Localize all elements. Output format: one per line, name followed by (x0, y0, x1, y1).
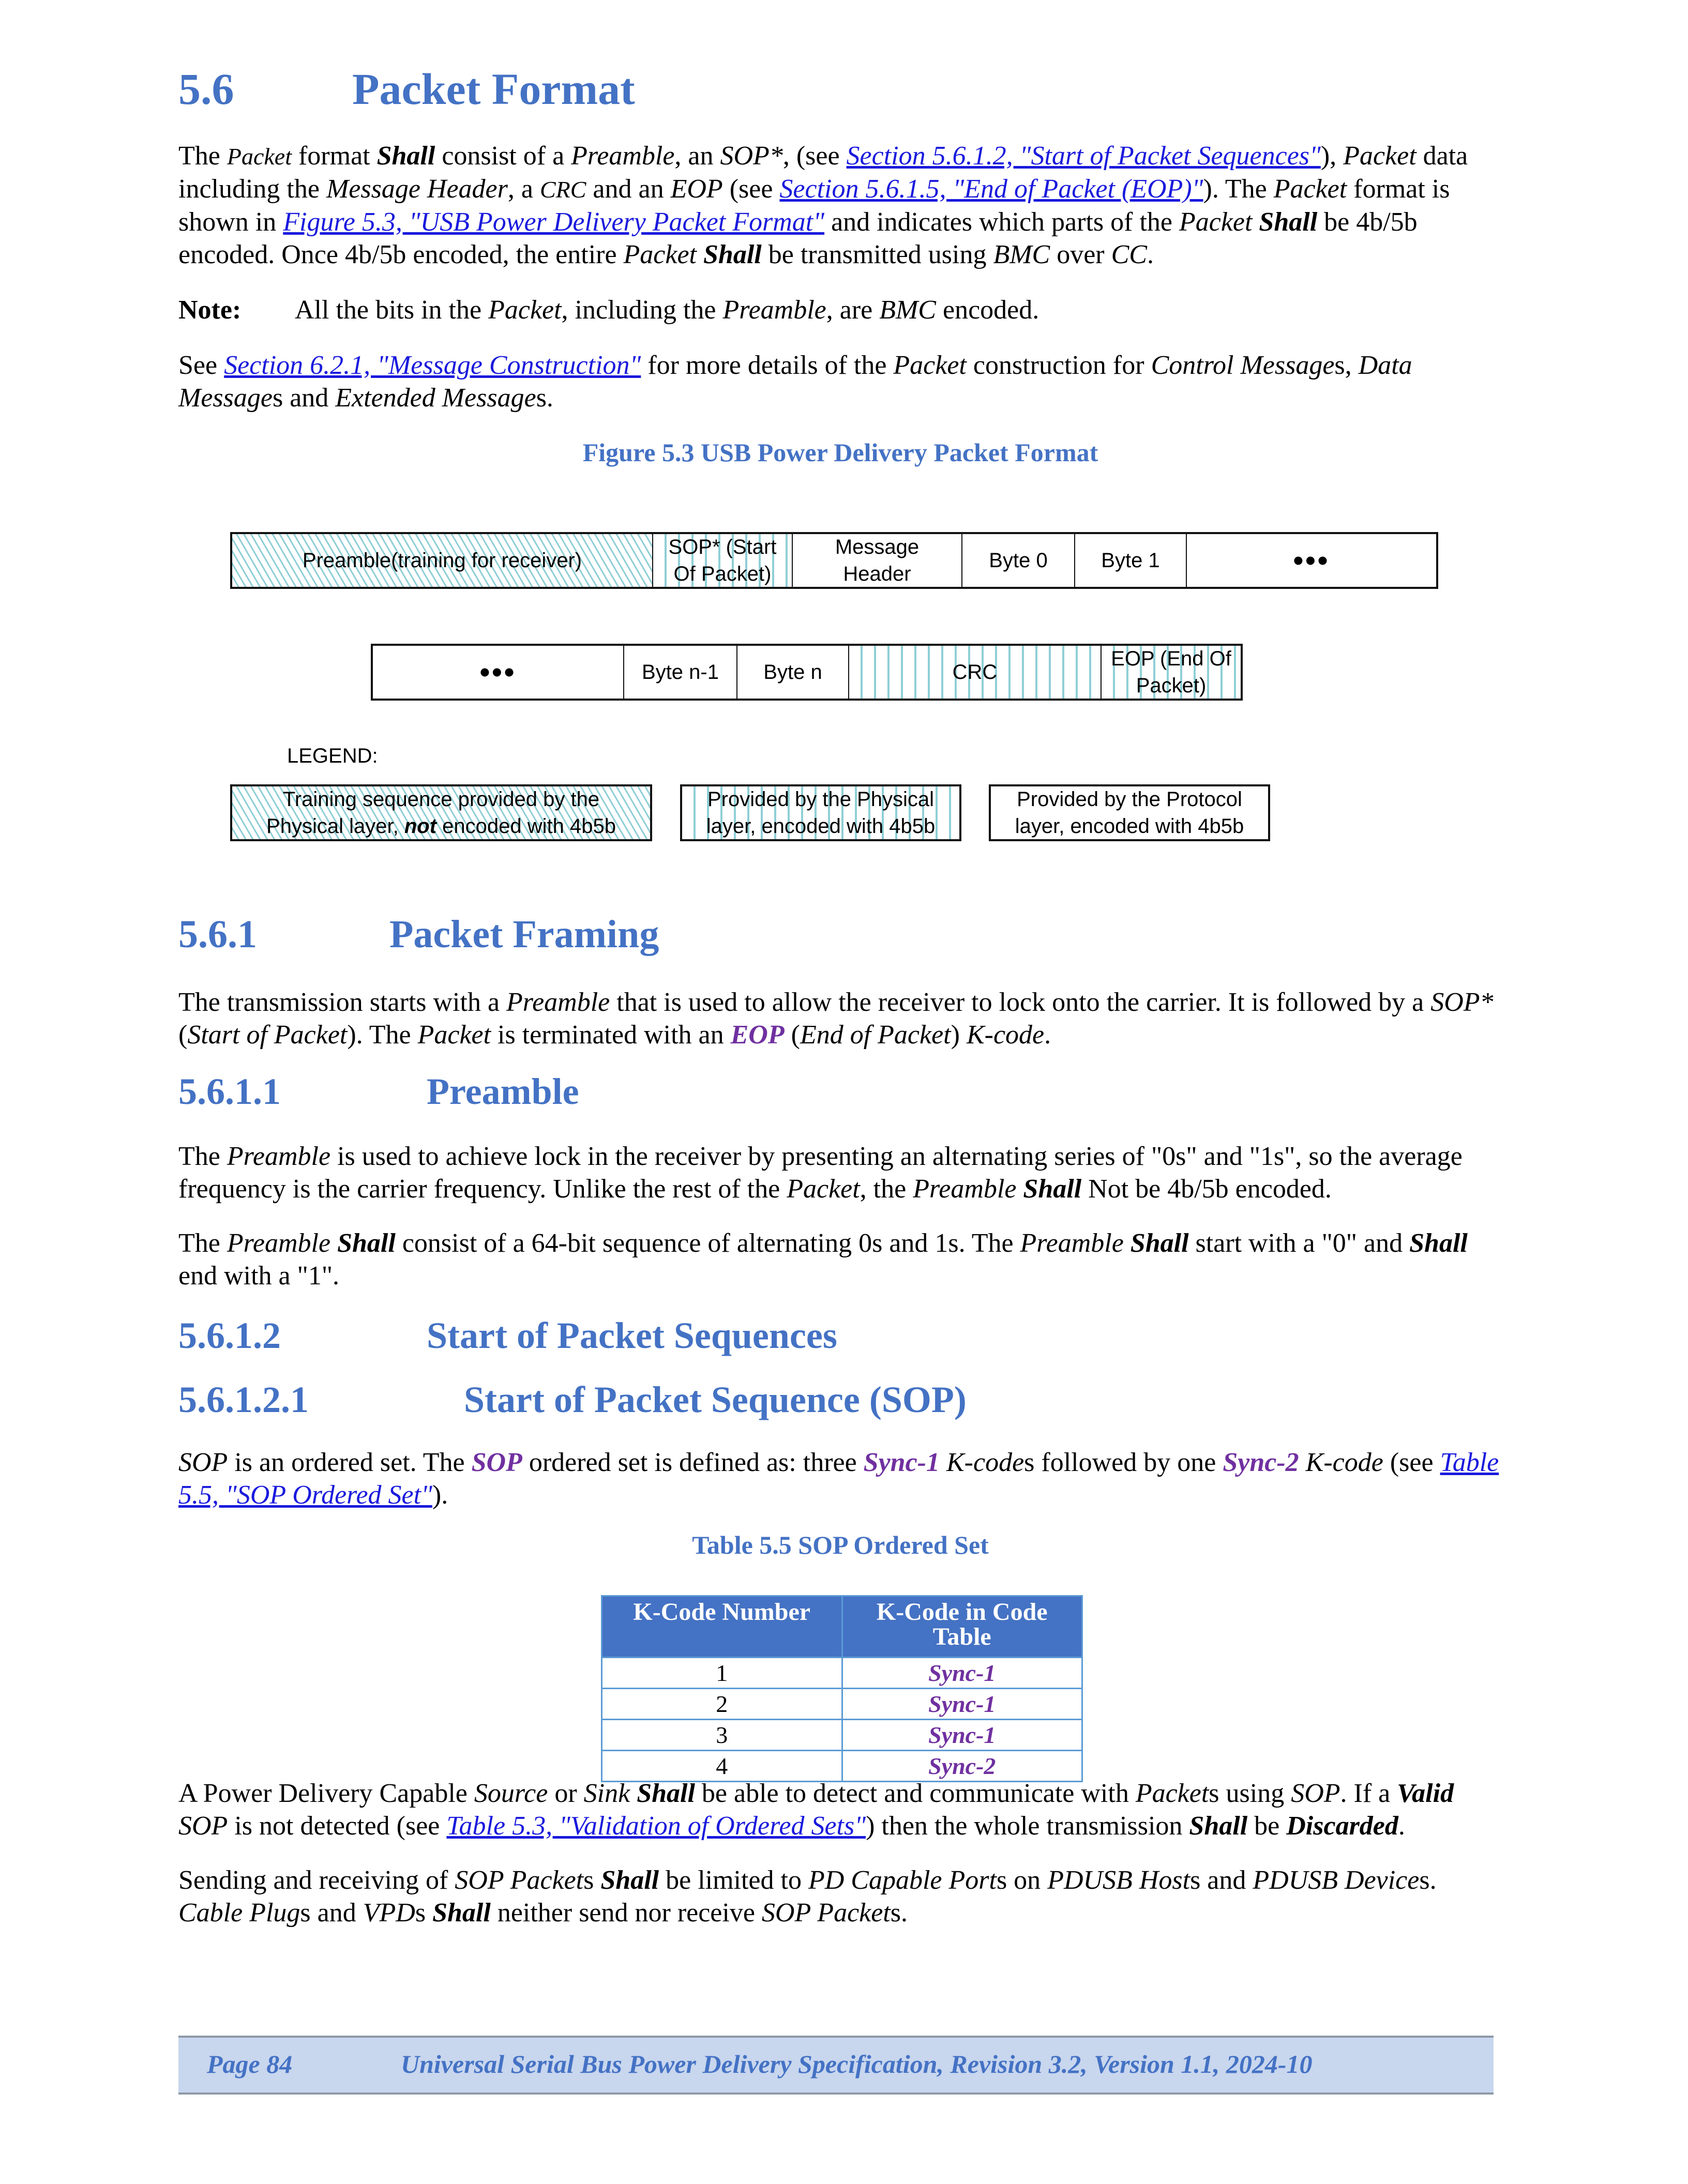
section-heading-5-6-1-1 (178, 1069, 579, 1114)
paragraph-preamble-bits: The Preamble Shall consist of a 64-bit sequence of alternating 0s and 1s. The Preamble Shall start with a "0" and Shall end with a "1". (178, 1228, 1468, 1291)
ellipsis-icon: ••• (1293, 544, 1330, 577)
cell-sop: SOP* (Start Of Packet) (652, 532, 794, 589)
table-caption: Table 5.5 SOP Ordered Set (692, 1530, 989, 1559)
cell-ellipsis-1 (1186, 532, 1438, 589)
note-label: Note: (178, 295, 242, 325)
link-section-5-6-1-2[interactable]: Section 5.6.1.2, "Start of Packet Sequences" (846, 141, 1321, 171)
cell-byte-n-1: Byte n-1 (623, 644, 739, 701)
section-number: 5.6.1.2.1 (178, 1379, 309, 1420)
figure-caption: Figure 5.3 USB Power Delivery Packet Format (582, 438, 1098, 467)
section-number: 5.6.1.1 (178, 1071, 281, 1112)
cell-byte-0: Byte 0 (961, 532, 1076, 589)
section-heading-5-6-1 (178, 911, 659, 958)
paragraph-preamble-lock: The Preamble is used to achieve lock in the receiver by presenting an alternating series of "0s" and "1s", so the average frequency is the carrier frequency. Unlike the rest of the Packet, the Preamble Shall Not be 4b/5b encoded. (178, 1142, 1463, 1204)
paragraph-packet-format: The Packet format Shall consist of a Preamble, an SOP*, (see Section 5.6.1.2, "Start of Packet Sequences"), Packet data including the Message Header, a CRC and an EOP (see Section 5.6.1.5, "End of Packet (EOP)"). The Packet format is shown in Figure 5.3, "USB Power Delivery Packet Format" and indicates which parts of the Packet Shall be 4b/5b encoded. Once 4b/5b encoded, the entire Packet Shall be transmitted using BMC over CC. (178, 141, 1468, 269)
table-header-row (602, 1596, 1082, 1658)
section-number: 5.6.1 (178, 913, 257, 956)
page-number: Page 84 (207, 2050, 293, 2079)
paragraph-sop-packets-limits: Sending and receiving of SOP Packets Shall be limited to PD Capable Ports on PDUSB Hosts and PDUSB Devices. Cable Plugs and VPDs Shall neither send nor receive SOP Packets. (178, 1866, 1437, 1928)
section-title: Start of Packet Sequence (SOP) (464, 1379, 967, 1420)
cell-byte-n: Byte n (736, 644, 850, 701)
section-number: 5.6 (178, 64, 234, 114)
section-title: Packet Format (352, 64, 635, 114)
table-row: 1 Sync-1 (602, 1658, 1082, 1689)
cell-message-header: Message Header (792, 532, 963, 589)
table-row: 4 Sync-2 (602, 1751, 1082, 1782)
section-heading-5-6 (178, 63, 635, 115)
cell-preamble: Preamble(training for receiver) (230, 532, 654, 589)
link-table-5-5[interactable]: Table 5.5, "SOP Ordered Set" (178, 1448, 1499, 1510)
legend-protocol: Provided by the Protocol layer, encoded with 4b5b (989, 784, 1270, 841)
cell-byte-1: Byte 1 (1074, 532, 1188, 589)
section-title: Packet Framing (389, 913, 659, 956)
column-header: K-Code in Code Table (842, 1596, 1082, 1658)
page-footer (178, 2036, 1494, 2095)
cell-ellipsis-2 (371, 644, 625, 701)
paragraph-sop-detection: A Power Delivery Capable Source or Sink Shall be able to detect and communicate with Packets using SOP. If a Valid SOP is not detected (see Table 5.3, "Validation of Ordered Sets") then the whole transmission Shall be Discarded. (178, 1779, 1454, 1841)
paragraph-sop-definition: SOP is an ordered set. The SOP ordered set is defined as: three Sync-1 K-codes followed by one Sync-2 K-code (see Table 5.5, "SOP Ordered Set"). (178, 1448, 1499, 1510)
section-heading-5-6-1-2 (178, 1313, 837, 1358)
legend-title: LEGEND: (287, 745, 378, 767)
sop-ordered-set-table (601, 1595, 1083, 1782)
column-header: K-Code Number (602, 1596, 842, 1658)
link-section-6-2-1[interactable]: Section 6.2.1, "Message Construction" (224, 351, 641, 380)
paragraph-packet-framing: The transmission starts with a Preamble that is used to allow the receiver to lock onto the carrier. It is followed by a SOP* (Start of Packet). The Packet is terminated with an EOP (End of Packet) K-code. (178, 988, 1494, 1050)
cell-eop: EOP (End Of Packet) (1101, 644, 1243, 701)
section-number: 5.6.1.2 (178, 1315, 281, 1356)
link-table-5-3[interactable]: Table 5.3, "Validation of Ordered Sets" (446, 1811, 866, 1841)
section-title: Preamble (427, 1071, 579, 1112)
paragraph-see-message-construction: See Section 6.2.1, "Message Construction" for more details of the Packet construction for Control Messages, Data Messages and Extended Messages. (178, 351, 1412, 413)
link-figure-5-3[interactable]: Figure 5.3, "USB Power Delivery Packet Format" (283, 207, 825, 237)
note: Note: All the bits in the Packet, including the Preamble, are BMC encoded. (178, 294, 1502, 326)
legend-training: Training sequence provided by the Physical layer, not encoded with 4b5b (230, 784, 652, 841)
section-heading-5-6-1-2-1 (178, 1377, 967, 1422)
table-row: 3 Sync-1 (602, 1720, 1082, 1751)
ellipsis-icon: ••• (479, 656, 517, 688)
keyword-eop: EOP (730, 1020, 785, 1050)
link-section-5-6-1-5[interactable]: Section 5.6.1.5, "End of Packet (EOP)" (779, 174, 1203, 204)
document-title: Universal Serial Bus Power Delivery Specification, Revision 3.2, Version 1.1, 2024-10 (401, 2050, 1313, 2079)
table-row: 2 Sync-1 (602, 1689, 1082, 1720)
cell-crc: CRC (848, 644, 1103, 701)
section-title: Start of Packet Sequences (427, 1315, 837, 1356)
legend-physical: Provided by the Physical layer, encoded with 4b5b (680, 784, 961, 841)
